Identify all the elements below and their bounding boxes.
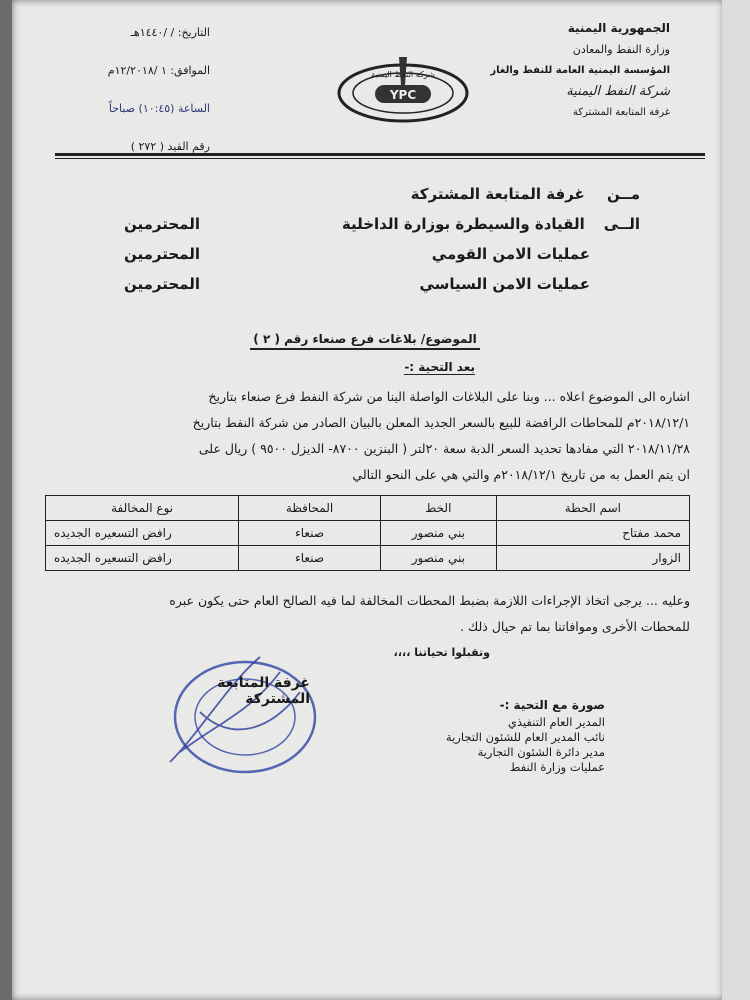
- station-cell: الزوار: [496, 546, 689, 571]
- letterhead-line: غرفة المتابعة المشتركة: [572, 107, 670, 118]
- cc-item: نائب المدير العام للشئون التجارية: [445, 730, 605, 744]
- cc-item: المدير العام التنفيذي: [507, 715, 605, 729]
- column-header: نوع المخالفة: [46, 496, 239, 521]
- official-stamp: [160, 652, 320, 777]
- governorate-cell: صنعاء: [239, 521, 381, 546]
- table-row: [46, 521, 690, 546]
- recipient-name: القيادة والسيطرة بوزارة الداخلية: [341, 215, 585, 233]
- letterhead-line: الجمهورية اليمنية: [567, 21, 670, 35]
- cc-item: عمليات وزارة النفط: [509, 760, 605, 774]
- paragraph-line: ٢٠١٨/١١/٢٨ التي مفادها تحديد السعر الدبة سعة ٢٠لتر ( البنزين ٨٧٠٠- الديزل ٩٥٠٠ ) ريال على: [198, 441, 690, 456]
- violations-table: [45, 495, 690, 571]
- subject-line: الموضوع/ بلاغات فرع صنعاء رقم ( ٢ ): [250, 332, 480, 350]
- from-key: مــن: [606, 185, 640, 203]
- letterhead-line: المؤسسة اليمنية العامة للنفط والغاز: [490, 65, 670, 76]
- logo-arc-text: شركة النفط اليمنية: [371, 70, 435, 79]
- closing-line: للمحطات الأخرى وموافاتنا بما تم حيال ذلك .: [460, 619, 690, 634]
- ypc-logo: [335, 55, 471, 125]
- cc-title: صورة مع التحية :-: [499, 698, 605, 712]
- column-header: الخط: [380, 496, 496, 521]
- date-field: التاريخ: / /١٤٤٠هـ: [130, 26, 210, 39]
- header-divider-thin: [55, 158, 705, 159]
- reference-field: رقم القيد ( ٢٧٢ ): [130, 140, 210, 153]
- cc-item: مدير دائرة الشئون التجارية: [477, 745, 605, 759]
- violation-cell: رافض التسعيره الجديده: [46, 521, 239, 546]
- from-value: غرفة المتابعة المشتركة: [410, 185, 585, 203]
- letterhead-line: وزارة النفط والمعادن: [572, 43, 670, 56]
- station-cell: محمد مفتاح: [496, 521, 689, 546]
- recipient-name: عمليات الامن القومي: [431, 245, 590, 263]
- recipient-name: عمليات الامن السياسي: [419, 275, 590, 293]
- to-key: الــى: [603, 215, 640, 233]
- paragraph-line: ٢٠١٨/١٢/١م للمحاطات الرافضة للبيع بالسعر الجديد المعلن بالبيان الصادر من شركة النفط بتاريخ: [192, 415, 690, 430]
- line-cell: بني منصور: [380, 546, 496, 571]
- letterhead-line: شركة النفط اليمنية: [566, 84, 670, 99]
- violation-cell: رافض التسعيره الجديده: [46, 546, 239, 571]
- closing-line: وعليه ... يرجى اتخاذ الإجراءات اللازمة بضبط المحطات المخالفة لما فيه الصالح العام حتى يكون عبره: [169, 593, 690, 608]
- time-field: الساعة (١٠:٤٥) صباحاً: [108, 102, 210, 115]
- table-row: [46, 546, 690, 571]
- line-cell: بني منصور: [380, 521, 496, 546]
- logo-text: YPC: [389, 88, 417, 102]
- signatory: غرفة المتابعة المشتركة: [217, 675, 310, 707]
- greeting: بعد التحية :-: [404, 360, 475, 374]
- corresponding-date-field: الموافق: ١ /١٢/٢٠١٨م: [107, 64, 210, 77]
- cc-block: [385, 698, 605, 775]
- body-paragraph: [50, 384, 690, 488]
- recipient-honorific: المحترمين: [123, 215, 200, 233]
- page-edge: [722, 0, 750, 1000]
- table-header-row: [46, 496, 690, 521]
- recipient-honorific: المحترمين: [123, 245, 200, 263]
- letterhead-left: [60, 14, 210, 166]
- letterhead-right: [450, 18, 670, 123]
- closing-paragraph: [50, 588, 690, 640]
- paragraph-line: اشاره الى الموضوع اعلاه ... وبنا على البلاغات الواصلة الينا من شركة النفط فرع صنعاء بتاريخ: [208, 389, 690, 404]
- regards: وتقبلوا تحياتنا ،،،،: [393, 646, 490, 659]
- recipient-honorific: المحترمين: [123, 275, 200, 293]
- from-line: [120, 185, 640, 203]
- paragraph-line: ان يتم العمل به من تاريخ ٢٠١٨/١٢/١م والتي هي على النحو التالي: [352, 467, 690, 482]
- header-divider: [55, 153, 705, 156]
- column-header: اسم الحطة: [496, 496, 689, 521]
- governorate-cell: صنعاء: [239, 546, 381, 571]
- column-header: المحافظة: [239, 496, 381, 521]
